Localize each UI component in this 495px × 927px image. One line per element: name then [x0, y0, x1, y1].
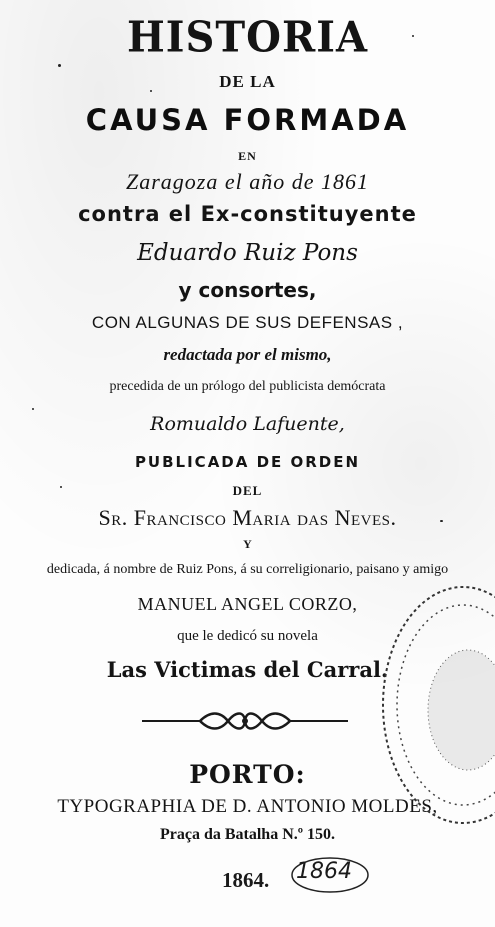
- title-contra: contra el Ex-constituyente: [78, 202, 417, 226]
- title-precedida: precedida de un prólogo del publicista demócrata: [109, 379, 386, 394]
- imprint-address: Praça da Batalha N.º 150.: [159, 826, 336, 843]
- library-stamp-seal: [368, 570, 495, 840]
- dedication-line: dedicada, á nombre de Ruiz Pons, á su correligionario, paisano y amigo: [46, 562, 449, 577]
- title-algunas-defensas: CON ALGUNAS DE SUS DEFENSAS ,: [91, 313, 404, 332]
- title-redactada: redactada por el mismo,: [163, 345, 332, 364]
- publication-del: DEL: [232, 483, 263, 498]
- print-speck: [60, 486, 62, 488]
- dedication-novel-intro: que le dedicó su novela: [177, 628, 318, 644]
- title-de-la: DE LA: [219, 72, 276, 91]
- print-speck: [150, 90, 152, 92]
- imprint-printer: TYPOGRAPHIA DE D. ANTONIO MOLDES,: [57, 796, 438, 817]
- publication-y: Y: [243, 537, 252, 551]
- dedicatee-name: MANUEL ANGEL CORZO,: [137, 594, 358, 614]
- print-speck: [412, 35, 414, 37]
- patron-name: Sr. Francisco Maria das Neves.: [98, 505, 397, 530]
- print-speck: [440, 520, 443, 522]
- main-title: HISTORIA: [127, 12, 368, 63]
- title-place-year: Zaragoza el año de 1861: [126, 169, 369, 194]
- title-en: EN: [238, 149, 257, 163]
- title-consortes: y consortes,: [178, 278, 317, 302]
- print-speck: [58, 64, 61, 67]
- publicada-de-orden: PUBLICADA DE ORDEN: [134, 453, 361, 471]
- prologue-author: Romualdo Lafuente,: [150, 413, 345, 435]
- title-causa-formada: CAUSA FORMADA: [85, 103, 410, 137]
- handwritten-year: 1864: [296, 859, 352, 884]
- novel-title: Las Victimas del Carral.: [106, 657, 389, 682]
- title-defendant: Eduardo Ruiz Pons: [137, 240, 358, 266]
- ornamental-rule: [140, 708, 350, 734]
- imprint-year: 1864.: [222, 868, 270, 892]
- imprint-city: PORTO:: [189, 760, 306, 789]
- print-speck: [32, 408, 34, 410]
